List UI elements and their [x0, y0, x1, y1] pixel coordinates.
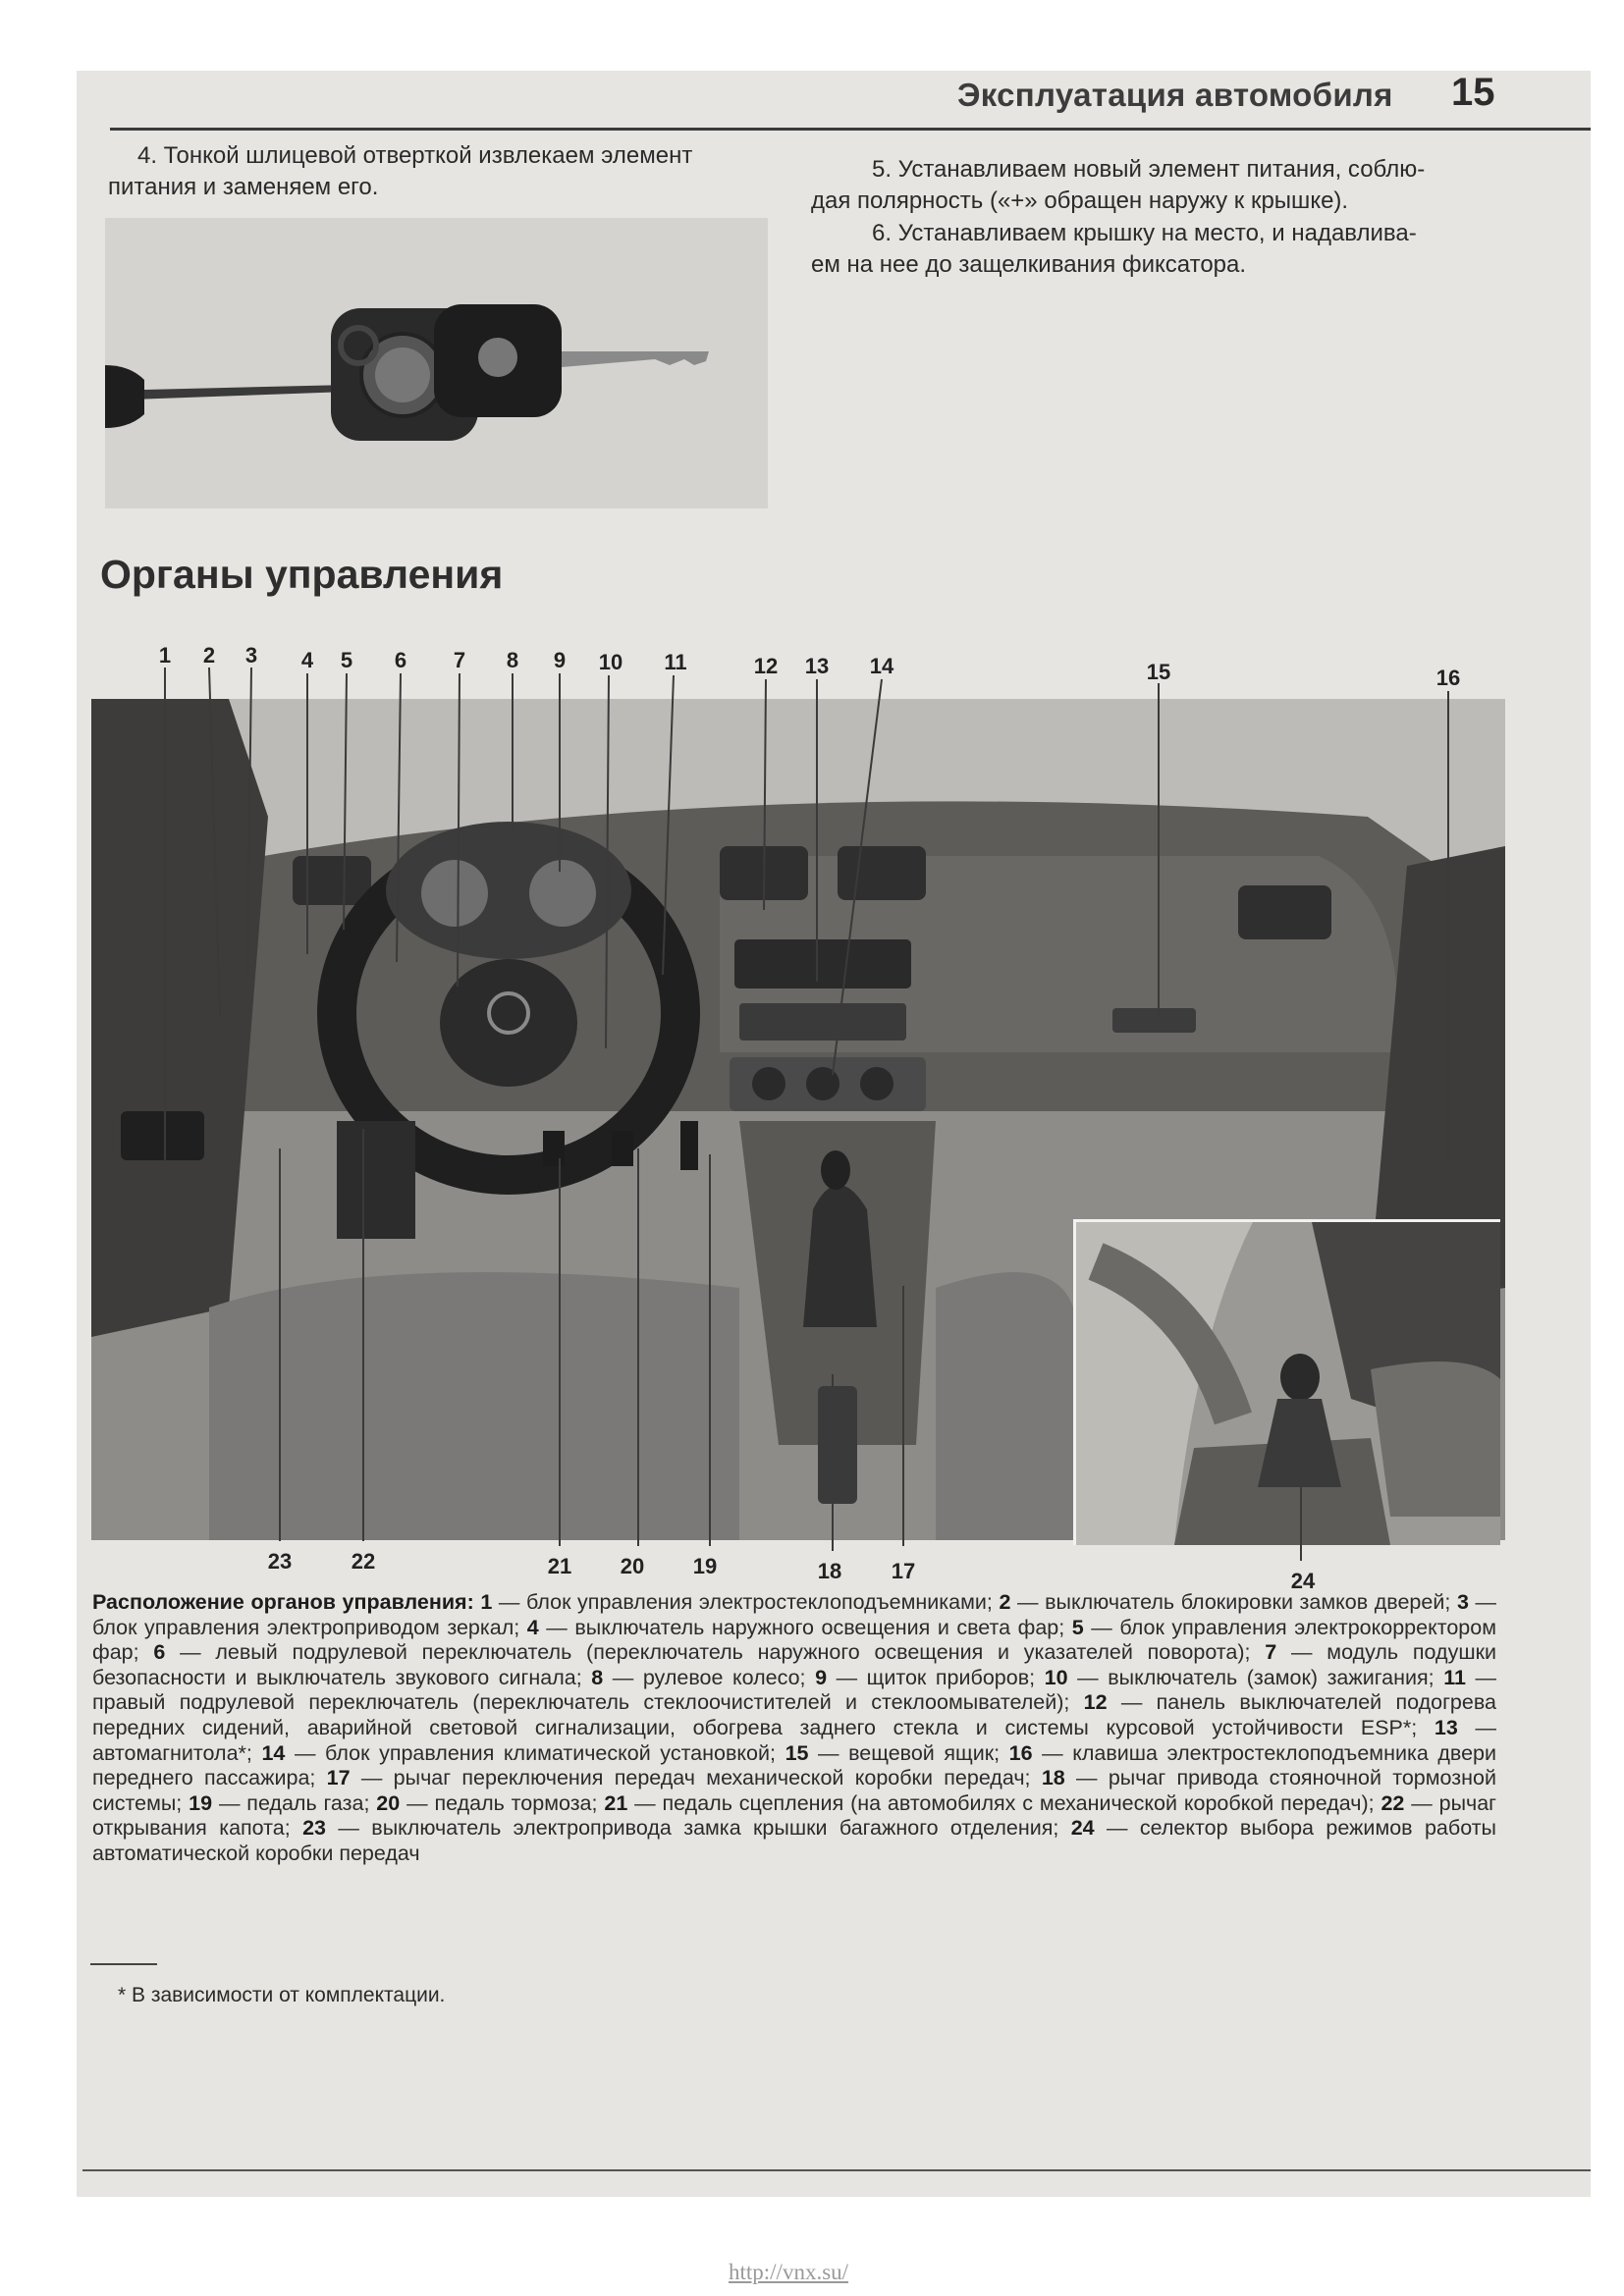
callout-3: 3 [244, 643, 258, 667]
caption-item-text: — правый подрулевой переключатель (переключатель стеклоочистителей и стеклоомывателей); [92, 1665, 1496, 1715]
callout-24: 24 [1290, 1569, 1316, 1593]
caption-item-text: — рулевое колесо; [603, 1665, 806, 1689]
callout-20: 20 [620, 1554, 645, 1578]
caption-item-number: 1 [480, 1590, 493, 1614]
caption-item-number: 23 [302, 1816, 327, 1841]
callout-17: 17 [891, 1559, 916, 1583]
caption-item-number: 14 [261, 1740, 286, 1765]
footnote: * В зависимости от комплектации. [118, 1984, 446, 2006]
caption-item-text: — клавиша электростеклоподъемника двери переднего пассажира; [92, 1740, 1497, 1790]
callout-1: 1 [158, 643, 172, 667]
callout-9: 9 [553, 648, 567, 672]
caption-item-text: — рычаг привода стояночной тормозной системы; [92, 1766, 1496, 1815]
caption-item-text: — блок управления климатической установкой; [285, 1740, 776, 1765]
caption-item-number: 9 [815, 1665, 828, 1689]
callout-15: 15 [1146, 660, 1171, 684]
header-section-title: Эксплуатация автомобиля [957, 77, 1393, 113]
callout-14: 14 [869, 654, 894, 678]
callout-10: 10 [598, 650, 623, 674]
caption-item-number: 22 [1380, 1790, 1405, 1815]
figure-caption [92, 1590, 1496, 1867]
footnote-rule [90, 1963, 157, 1965]
caption-item-text: — панель выключателей подогрева передних сидений, аварийной световой сигнализации, обогрева заднего стекла и системы курсовой устойчивости ESP*; [92, 1690, 1496, 1739]
caption-item-number: 19 [189, 1790, 213, 1815]
caption-item-text: — вещевой ящик; [808, 1740, 1001, 1765]
caption-item-text: — рычаг переключения передач механической коробки передач; [350, 1766, 1031, 1790]
caption-item-text: — блок управления электрокорректором фар; [92, 1615, 1496, 1665]
step6-line2: ем на нее до защелкивания фиксатора. [811, 251, 1247, 278]
caption-item-text: — щиток приборов; [827, 1665, 1036, 1689]
callout-13: 13 [804, 654, 830, 678]
callouts-bottom [268, 1549, 1316, 1593]
caption-item-number: 2 [999, 1590, 1011, 1614]
caption-item-number: 5 [1071, 1615, 1084, 1639]
callout-4: 4 [300, 648, 314, 672]
caption-item-text: — блок управления электростеклоподъемниками; [492, 1590, 993, 1614]
caption-item-number: 12 [1083, 1690, 1108, 1715]
callout-11: 11 [664, 650, 687, 674]
caption-item-number: 6 [153, 1640, 166, 1665]
caption-item-text: — выключатель электропривода замка крышки багажного отделения; [326, 1816, 1059, 1841]
caption-title: Расположение органов управления: [92, 1590, 474, 1614]
caption-item-text: — выключатель (замок) зажигания; [1067, 1665, 1435, 1689]
callout-7: 7 [453, 648, 466, 672]
step4-line1: 4. Тонкой шлицевой отверткой извлекаем элемент [137, 142, 693, 169]
callout-8: 8 [506, 648, 519, 672]
callout-19: 19 [692, 1554, 718, 1578]
step5-line2: дая полярность («+» обращен наружу к крышке). [811, 187, 1349, 214]
caption-item-text: — выключатель блокировки замков дверей; [1010, 1590, 1451, 1614]
step6-line1: 6. Устанавливаем крышку на место, и надавлива- [872, 220, 1417, 246]
page-number: 15 [1451, 71, 1495, 114]
caption-item-text: — рычаг открывания капота; [92, 1790, 1497, 1841]
callout-12: 12 [753, 654, 779, 678]
callout-leaders [165, 667, 1448, 1561]
callout-21: 21 [547, 1554, 572, 1578]
callouts-top [159, 643, 1460, 690]
caption-item-number: 21 [604, 1790, 628, 1815]
caption-item-number: 17 [326, 1766, 351, 1790]
section-heading: Органы управления [100, 552, 504, 597]
callout-22: 22 [351, 1549, 376, 1574]
caption-item-text: — блок управления электроприводом зеркал; [92, 1590, 1496, 1639]
caption-item-number: 16 [1008, 1740, 1033, 1765]
caption-item-number: 15 [785, 1740, 809, 1765]
caption-item-number: 4 [526, 1615, 539, 1639]
callout-5: 5 [340, 648, 353, 672]
step4-line2: питания и заменяем его. [108, 174, 379, 200]
caption-item-number: 20 [376, 1790, 401, 1815]
caption-item-text: — педаль сцепления (на автомобилях с механической коробкой передач); [627, 1790, 1375, 1815]
callout-6: 6 [394, 648, 407, 672]
callout-18: 18 [817, 1559, 842, 1583]
caption-item-number: 10 [1044, 1665, 1068, 1689]
callout-2: 2 [202, 643, 216, 667]
caption-item-number: 24 [1070, 1816, 1095, 1841]
caption-item-text: — выключатель наружного освещения и света фар; [538, 1615, 1065, 1639]
step5-line1: 5. Устанавливаем новый элемент питания, соблю- [872, 156, 1426, 183]
footer-url[interactable]: http://vnx.su/ [729, 2260, 849, 2284]
caption-item-text: — левый подрулевой переключатель (переключатель наружного освещения и указателей поворота); [165, 1640, 1251, 1665]
callout-16: 16 [1435, 666, 1461, 690]
caption-item-number: 13 [1434, 1715, 1458, 1739]
caption-item-text: — автомагнитола*; [92, 1715, 1496, 1765]
caption-item-number: 11 [1443, 1665, 1466, 1689]
caption-item-number: 3 [1456, 1590, 1469, 1614]
caption-item-text: — селектор выбора режимов работы автоматической коробки передач [92, 1816, 1496, 1865]
caption-item-number: 18 [1041, 1766, 1065, 1790]
caption-item-number: 7 [1265, 1640, 1277, 1665]
caption-item-text: — модуль подушки безопасности и выключатель звукового сигнала; [92, 1640, 1496, 1689]
callout-23: 23 [267, 1549, 293, 1574]
footer-rule [82, 2169, 1591, 2171]
caption-item-number: 8 [591, 1665, 604, 1689]
caption-items [92, 1590, 1496, 1865]
caption-item-text: — педаль газа; [212, 1790, 370, 1815]
caption-item-text: — педаль тормоза; [400, 1790, 598, 1815]
